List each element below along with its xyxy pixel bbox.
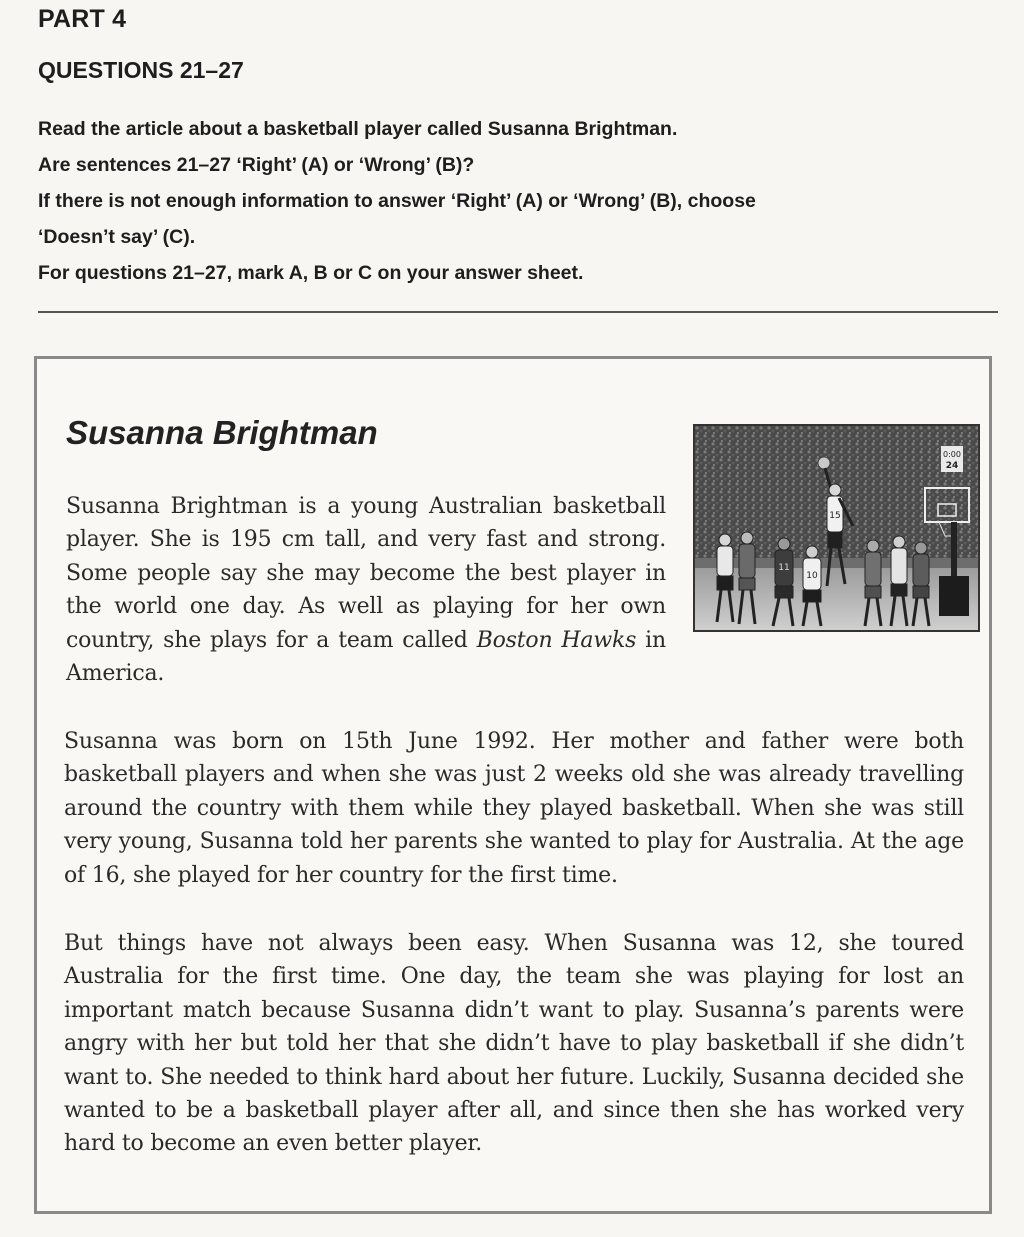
instructions — [38, 111, 988, 291]
instruction-line: Read the article about a basketball player called Susanna Brightman. — [38, 118, 678, 140]
article-paragraph-2: Susanna was born on 15th June 1992. Her mother and father were both basketball players and when she was just 2 weeks old she was already travelling around the country with them while they played basketball. When she was still very young, Susanna told her parents she wanted to play for Australia. At the age of 16, she played for her country for the first time. — [64, 729, 964, 888]
questions-title: QUESTIONS 21–27 — [38, 57, 244, 83]
basketball-photo-illustration — [695, 426, 978, 630]
paragraph-text: Susanna Brightman is a young Australian basketball player. She is 195 cm tall, and very fast and strong. Some people say she may become the best player in the world one day. As well as playing for her own country, she plays for a team called — [66, 494, 666, 653]
photo-scoreboard-time: 0:00 — [943, 450, 961, 459]
team-name: Boston Hawks — [476, 627, 637, 653]
instruction-line: Are sentences 21–27 ‘Right’ (A) or ‘Wrong’ (B)? — [38, 154, 475, 176]
part-title: PART 4 — [38, 5, 127, 33]
paragraph-text: in America. — [66, 627, 666, 687]
photo-jersey-number: 11 — [778, 563, 790, 573]
photo-jersey-number: 10 — [806, 571, 818, 581]
article-title: Susanna Brightman — [66, 414, 378, 451]
divider — [38, 311, 998, 313]
basketball-photo — [693, 424, 980, 632]
photo-jersey-number: 15 — [829, 511, 841, 521]
photo-shot-clock: 24 — [945, 461, 959, 471]
instruction-line: ‘Doesn’t say’ (C). — [38, 226, 196, 248]
instruction-line: For questions 21–27, mark A, B or C on your answer sheet. — [38, 262, 584, 284]
article-paragraph-3: But things have not always been easy. When Susanna was 12, she toured Australia for the first time. One day, the team she was playing for lost an important match because Susanna didn’t want to play. Susanna’s parents were angry with her but told her that she didn’t have to play basketball if she didn’t want to. She needed to think hard about her future. Luckily, Susanna decided she wanted to be a basketball player after all, and since then she has worked very hard to become an even better player. — [64, 931, 964, 1157]
article-paragraph-1 — [66, 490, 666, 690]
instruction-line: If there is not enough information to answer ‘Right’ (A) or ‘Wrong’ (B), choose — [38, 190, 756, 212]
